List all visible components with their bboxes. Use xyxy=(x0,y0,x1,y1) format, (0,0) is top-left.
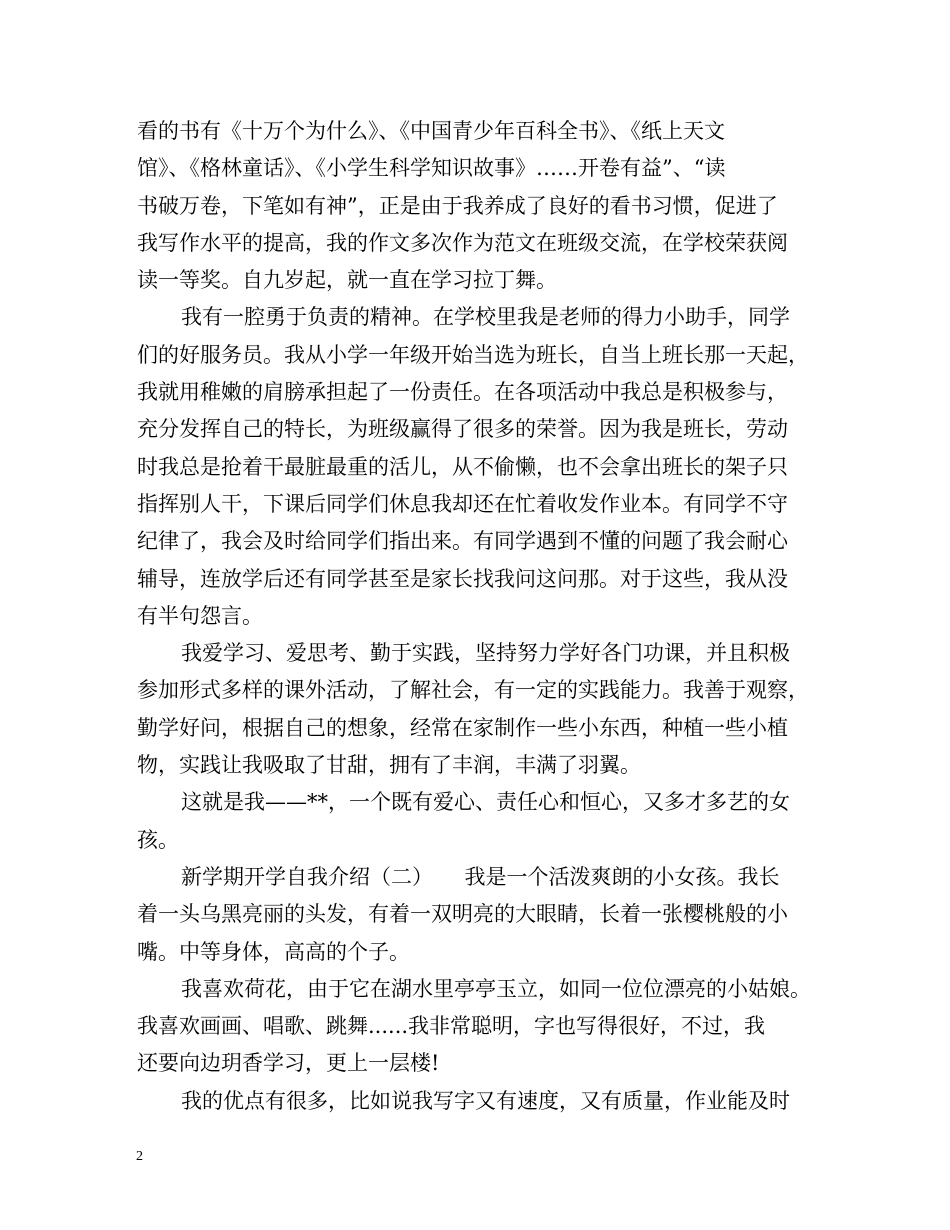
text-line: 我写作水平的提高，我的作文多次作为范文在班级交流，在学校荣获阅 xyxy=(137,230,788,255)
paragraph-start-line: 我喜欢荷花，由于它在湖水里亭亭玉立，如同一位位漂亮的小姑娘。 xyxy=(181,976,811,1001)
paragraph-start-line: 我的优点有很多，比如说我写字又有速度，又有质量，作业能及时 xyxy=(181,1088,790,1113)
text-line: 嘴。中等身体，高高的个子。 xyxy=(137,939,410,964)
paragraph-start-line: 这就是我——**，一个既有爱心、责任心和恒心，又多才多艺的女 xyxy=(181,790,790,815)
text-line: 馆》、《格林童话》、《小学生科学知识故事》……开卷有益”、“读 xyxy=(137,156,726,181)
text-line: 孩。 xyxy=(137,827,179,852)
paragraph-start-line: 我有一腔勇于负责的精神。在学校里我是老师的得力小助手，同学 xyxy=(181,305,790,330)
text-line: 书破万卷，下笔如有神”，正是由于我养成了良好的看书习惯，促进了 xyxy=(137,193,778,218)
body-text xyxy=(137,113,817,1120)
text-line: 辅导，连放学后还有同学甚至是家长找我问这问那。对于这些，我从没 xyxy=(137,566,788,591)
text-line: 我喜欢画画、唱歌、跳舞......我非常聪明，字也写得很好，不过，我 xyxy=(137,1014,766,1039)
text-line: 纪律了，我会及时给同学们指出来。有同学遇到不懂的问题了我会耐心 xyxy=(137,529,788,554)
text-line: 们的好服务员。我从小学一年级开始当选为班长，自当上班长那一天起， xyxy=(137,342,809,367)
text-line: 有半句怨言。 xyxy=(137,603,263,628)
text-line: 物，实践让我吸取了甘甜，拥有了丰润，丰满了羽翼。 xyxy=(137,753,641,778)
text-line: 充分发挥自己的特长，为班级赢得了很多的荣誉。因为我是班长，劳动 xyxy=(137,417,788,442)
paragraph-start-line: 我爱学习、爱思考、勤于实践，坚持努力学好各门功课，并且积极 xyxy=(181,641,790,666)
page-number: 2 xyxy=(136,1149,143,1164)
text-line: 参加形式多样的课外活动，了解社会，有一定的实践能力。我善于观察， xyxy=(137,678,809,703)
text-line: 看的书有《十万个为什么》、《中国青少年百科全书》、《纸上天文 xyxy=(137,119,725,143)
text-line: 勤学好问，根据自己的想象，经常在家制作一些小东西，种植一些小植 xyxy=(137,715,788,740)
text-line: 时我总是抢着干最脏最重的活儿，从不偷懒，也不会拿出班长的架子只 xyxy=(137,454,788,479)
text-line: 还要向边玥香学习，更上一层楼! xyxy=(137,1051,440,1076)
text-line: 指挥别人干，下课后同学们休息我却还在忙着收发作业本。有同学不守 xyxy=(137,491,788,516)
text-line: 我就用稚嫩的肩膀承担起了一份责任。在各项活动中我总是积极参与， xyxy=(137,380,788,405)
text-line: 着一头乌黑亮丽的头发，有着一双明亮的大眼睛，长着一张樱桃般的小 xyxy=(137,902,788,927)
section-heading-line: 新学期开学自我介绍（二） 我是一个活泼爽朗的小女孩。我长 xyxy=(181,864,780,889)
text-line: 读一等奖。自九岁起，就一直在学习拉丁舞。 xyxy=(137,268,557,293)
